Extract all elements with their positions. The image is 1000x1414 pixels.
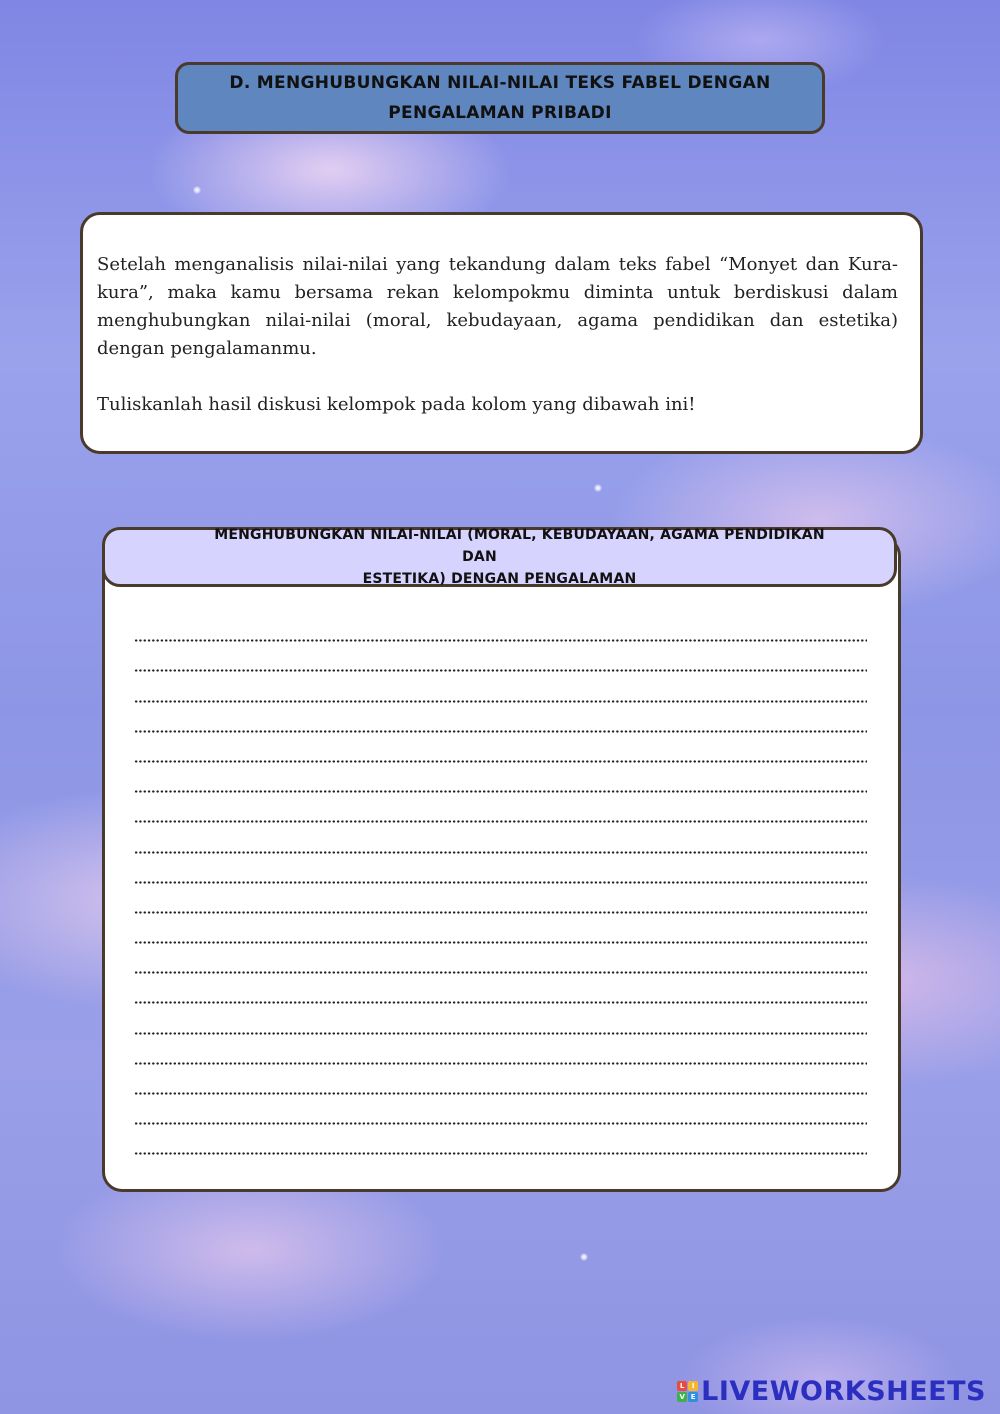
instructions-task: Tuliskanlah hasil diskusi kelompok pada kolom yang dibawah ini! [97, 394, 696, 415]
dotted-answer-line[interactable] [134, 678, 867, 708]
answer-header-text [105, 524, 894, 590]
dotted-answer-line[interactable] [134, 799, 867, 829]
dotted-answer-line[interactable] [134, 769, 867, 799]
dotted-answer-line[interactable] [134, 739, 867, 769]
logo-letter-tile: I [688, 1381, 698, 1391]
answer-header [102, 527, 897, 587]
dotted-answer-line[interactable] [134, 829, 867, 859]
dotted-answer-line[interactable] [134, 709, 867, 739]
answer-writing-area[interactable] [134, 618, 867, 1161]
sparkle-decoration [594, 484, 602, 492]
section-title-line1: D. MENGHUBUNGKAN NILAI-NILAI TEKS FABEL DENGAN [229, 73, 771, 93]
dotted-answer-line[interactable] [134, 890, 867, 920]
dotted-answer-line[interactable] [134, 950, 867, 980]
logo-letter-tile: L [677, 1381, 687, 1391]
section-title-line2: PENGALAMAN PRIBADI [388, 103, 612, 123]
brand-text: LIVEWORKSHEETS [701, 1376, 986, 1407]
dotted-answer-line[interactable] [134, 1041, 867, 1071]
sparkle-decoration [580, 1253, 588, 1261]
section-title [175, 62, 825, 134]
sparkle-decoration [193, 186, 201, 194]
logo-letter-tile: E [688, 1392, 698, 1402]
liveworksheets-brand [677, 1376, 986, 1407]
answer-header-line2: ESTETIKA) DENGAN PENGALAMAN [362, 571, 637, 587]
logo-letter-tile: V [677, 1392, 687, 1402]
section-title-text [197, 68, 802, 128]
dotted-answer-line[interactable] [134, 1071, 867, 1101]
instructions-box [80, 212, 923, 454]
dotted-answer-line[interactable] [134, 618, 867, 648]
dotted-answer-line[interactable] [134, 1131, 867, 1161]
dotted-answer-line[interactable] [134, 1010, 867, 1040]
dotted-answer-line[interactable] [134, 980, 867, 1010]
answer-header-line1: MENGHUBUNGKAN NILAI-NILAI (MORAL, KEBUDAYAAN, AGAMA PENDIDIKAN DAN [214, 527, 825, 565]
dotted-answer-line[interactable] [134, 920, 867, 950]
liveworksheets-logo-icon [677, 1381, 698, 1402]
dotted-answer-line[interactable] [134, 648, 867, 678]
instructions-paragraph: Setelah menganalisis nilai-nilai yang tekandung dalam teks fabel “Monyet dan Kura-kura”, maka kamu bersama rekan kelompokmu diminta untuk berdiskusi dalam menghubungkan nilai-nilai (moral, kebudayaan, agama pendidikan dan estetika) dengan pengalamanmu. [97, 254, 898, 359]
dotted-answer-line[interactable] [134, 1101, 867, 1131]
dotted-answer-line[interactable] [134, 860, 867, 890]
